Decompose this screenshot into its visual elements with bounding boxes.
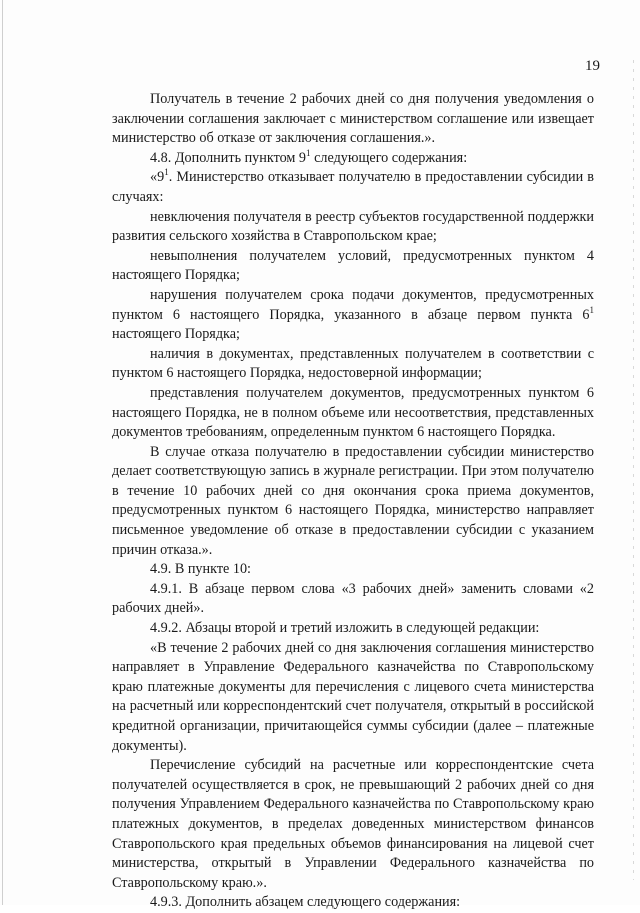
paragraph-11: 4.9.1. В абзаце первом слова «3 рабочих дней» заменить словами «2 рабочих дней». — [112, 580, 594, 617]
paragraph-3 — [112, 168, 594, 207]
superscript-3: 1 — [589, 304, 594, 315]
paragraph-5: невыполнения получателем условий, предусмотренных пунктом 4 настоящего Порядка; — [112, 247, 594, 284]
paragraph-15: 4.9.3. Дополнить абзацем следующего содержания: — [150, 894, 461, 911]
paragraph-2-start: 4.8. Дополнить пунктом 9 — [150, 149, 307, 166]
paragraph-1: Получатель в течение 2 рабочих дней со дня получения уведомления о заключении соглашения заключает с министерством соглашение или извещает министерство об отказе от заключения соглашения.». — [112, 91, 594, 147]
document-body — [112, 90, 594, 913]
scan-right-edge — [633, 60, 634, 880]
paragraph-2 — [112, 149, 594, 169]
page-number: 19 — [585, 58, 600, 74]
paragraph-7: наличия в документах, представленных получателем в соответствии с пунктом 6 настоящего Порядка, недостоверной информации; — [112, 345, 594, 382]
paragraph-3-end: . Министерство отказывает получателю в предоставлении субсидии в случаях: — [112, 169, 594, 205]
paragraph-13: «В течение 2 рабочих дней со дня заключения соглашения министерство направляет в Управление Федерального казначейства по Ставропольскому краю платежные документы для перечисления с лицевого счета министерства на расчетный или корреспондентский счет получателя, открытый в российской кредитной организации, причитающейся суммы субсидии (далее – платежные документы). — [112, 639, 594, 754]
paragraph-8: представления получателем документов, предусмотренных пунктом 6 настоящего Порядка, не в полном объеме или несоответствия, представленных документов требованиям, определенным пунктом 6 настоящего Порядка. — [112, 384, 594, 441]
paragraph-14: Перечисление субсидий на расчетные или корреспондентские счета получателей осуществляется в срок, не превышающий 2 рабочих дней со дня получения Управлением Федерального казначейства по Ставропольскому краю платежных документов, в пределах доведенных министерством финансов Ставропольского края предельных объемов финансирования на лицевой счет министерства, открытый в Управлении Федерального казначейства по Ставропольскому краю.». — [112, 757, 594, 891]
paragraph-10: 4.9. В пункте 10: — [150, 561, 251, 578]
paragraph-6-end: настоящего Порядка; — [112, 326, 240, 343]
paragraph-4: невключения получателя в реестр субъектов государственной поддержки развития сельского хозяйства в Ставропольском крае; — [112, 208, 594, 245]
paragraph-2-end: следующего содержания: — [314, 149, 468, 166]
paragraph-12: 4.9.2. Абзацы второй и третий изложить в следующей редакции: — [150, 620, 540, 637]
superscript-1: 1 — [306, 147, 311, 158]
superscript-2: 1 — [164, 167, 169, 178]
paragraph-6-start: нарушения получателем срока подачи документов, предусмотренных пунктом 6 настоящего Порядка, указанного в абзаце первом пункта 6 — [112, 286, 594, 323]
paragraph-3-start: «9 — [150, 169, 165, 186]
paragraph-9: В случае отказа получателю в предоставлении субсидии министерство делает соответствующую запись в журнале регистрации. При этом получателю в течение 10 рабочих дней со дня окончания срока приема документов, предусмотренных пунктом 6 настоящего Порядка, министерство направляет письменное уведомление об отказе в предоставлении субсидии с указанием причин отказа.». — [112, 443, 594, 558]
paragraph-6 — [112, 286, 594, 345]
scan-left-edge — [2, 0, 3, 905]
